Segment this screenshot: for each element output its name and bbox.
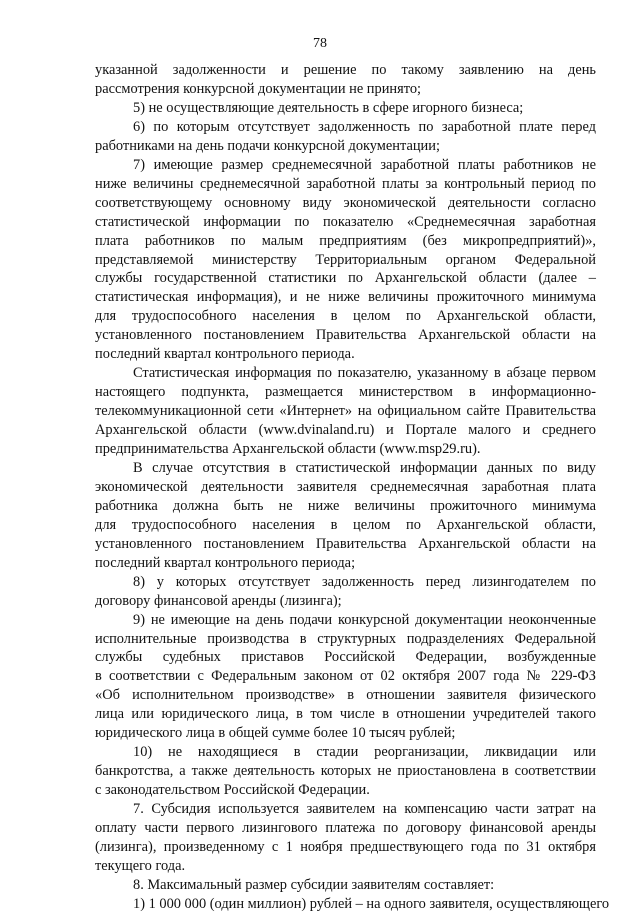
text-line: с законодательством Российской Федерации. [95, 782, 370, 799]
text-line: указанной задолженности и решение по такому заявлению на день [95, 62, 596, 78]
text-line: работника должна быть не ниже величины прожиточного минимума [95, 497, 596, 514]
text-line: службы государственной статистики по Архангельской области (далее – [95, 270, 596, 287]
text-line: 7. Субсидия используется заявителем на компенсацию части затрат на [133, 801, 596, 818]
text-line: службы судебных приставов Российской Федерации, возбужденные [95, 649, 596, 666]
text-line: для трудоспособного населения в целом по Архангельской области, [95, 516, 596, 533]
text-line: текущего года. [95, 857, 186, 874]
text-line: рассмотрения конкурсной документации не принято; [95, 80, 422, 97]
text-line: представляемой министерству Территориальным органом Федеральной [95, 251, 596, 268]
text-line: 6) по которым отсутствует задолженность по заработной плате перед [133, 118, 596, 135]
text-line: установленного постановлением Правительства Архангельской области на [95, 327, 596, 344]
text-line: В случае отсутствия в статистической информации данных по виду [133, 459, 596, 476]
text-line: предпринимательства Архангельской области (www.msp29.ru). [95, 441, 481, 457]
text-line: (лизинга), произведенному с 1 ноября предшествующего года по 31 октября [95, 838, 596, 855]
text-line: соответствующему основному виду экономической деятельности согласно [95, 194, 596, 211]
text-line: экономической деятельности заявителя среднемесячная заработная плата [95, 478, 596, 495]
text-line: в соответствии с Федеральным законом от 02 октября 2007 года № 229-ФЗ [95, 668, 596, 685]
text-line: статистической информации по показателю «Среднемесячная заработная [95, 213, 596, 230]
text-line: установленного постановлением Правительства Архангельской области на [95, 535, 596, 552]
text-line: плата работников по малым предприятиям (без микропредприятий)», [95, 232, 596, 249]
text-line: последний квартал контрольного периода; [95, 554, 356, 571]
text-line: 1) 1 000 000 (один миллион) рублей – на одного заявителя, осуществляющего [133, 895, 610, 912]
text-line: банкротства, а также деятельность которых не приостановлена в соответствии [95, 763, 596, 780]
text-line: оплату части первого лизингового платежа по договору финансовой аренды [95, 820, 596, 836]
page-number: 78 [313, 36, 327, 51]
text-line: последний квартал контрольного периода. [95, 346, 355, 363]
text-line: для трудоспособного населения в целом по Архангельской области, [95, 308, 596, 325]
text-line: 5) не осуществляющие деятельность в сфере игорного бизнеса; [133, 99, 524, 116]
text-line: Архангельской области (www.dvinaland.ru) и Портале малого и среднего [95, 422, 596, 439]
text-line: 10) не находящиеся в стадии реорганизации, ликвидации или [133, 744, 596, 761]
text-line: статистическая информация), и не ниже величины прожиточного минимума [95, 289, 596, 306]
text-line: юридического лица в общей сумме более 10 тысяч рублей; [95, 725, 456, 742]
text-line: телекоммуникационной сети «Интернет» на официальном сайте Правительства [95, 403, 596, 420]
text-line: 9) не имеющие на день подачи конкурсной документации неоконченные [133, 611, 596, 628]
text-line: работниками на день подачи конкурсной документации; [95, 137, 440, 154]
text-line: лица или юридического лица, в том числе в отношении учредителей такого [95, 706, 596, 723]
text-line: договору финансовой аренды (лизинга); [95, 592, 342, 609]
text-line: 8. Максимальный размер субсидии заявителям составляет: [133, 876, 495, 893]
text-line: настоящего подпункта, размещается министерством в информационно- [95, 384, 596, 401]
text-line: Статистическая информация по показателю, указанному в абзаце первом [133, 365, 596, 382]
text-line: 7) имеющие размер среднемесячной заработной платы работников не [133, 156, 596, 173]
text-line: 8) у которых отсутствует задолженность перед лизингодателем по [133, 573, 596, 590]
text-line: «Об исполнительном производстве» в отношении заявителя физического [95, 687, 596, 704]
text-line: исполнительные производства в структурных подразделениях Федеральной [95, 630, 596, 647]
text-line: ниже величины среднемесячной заработной платы за контрольный период по [95, 175, 596, 192]
